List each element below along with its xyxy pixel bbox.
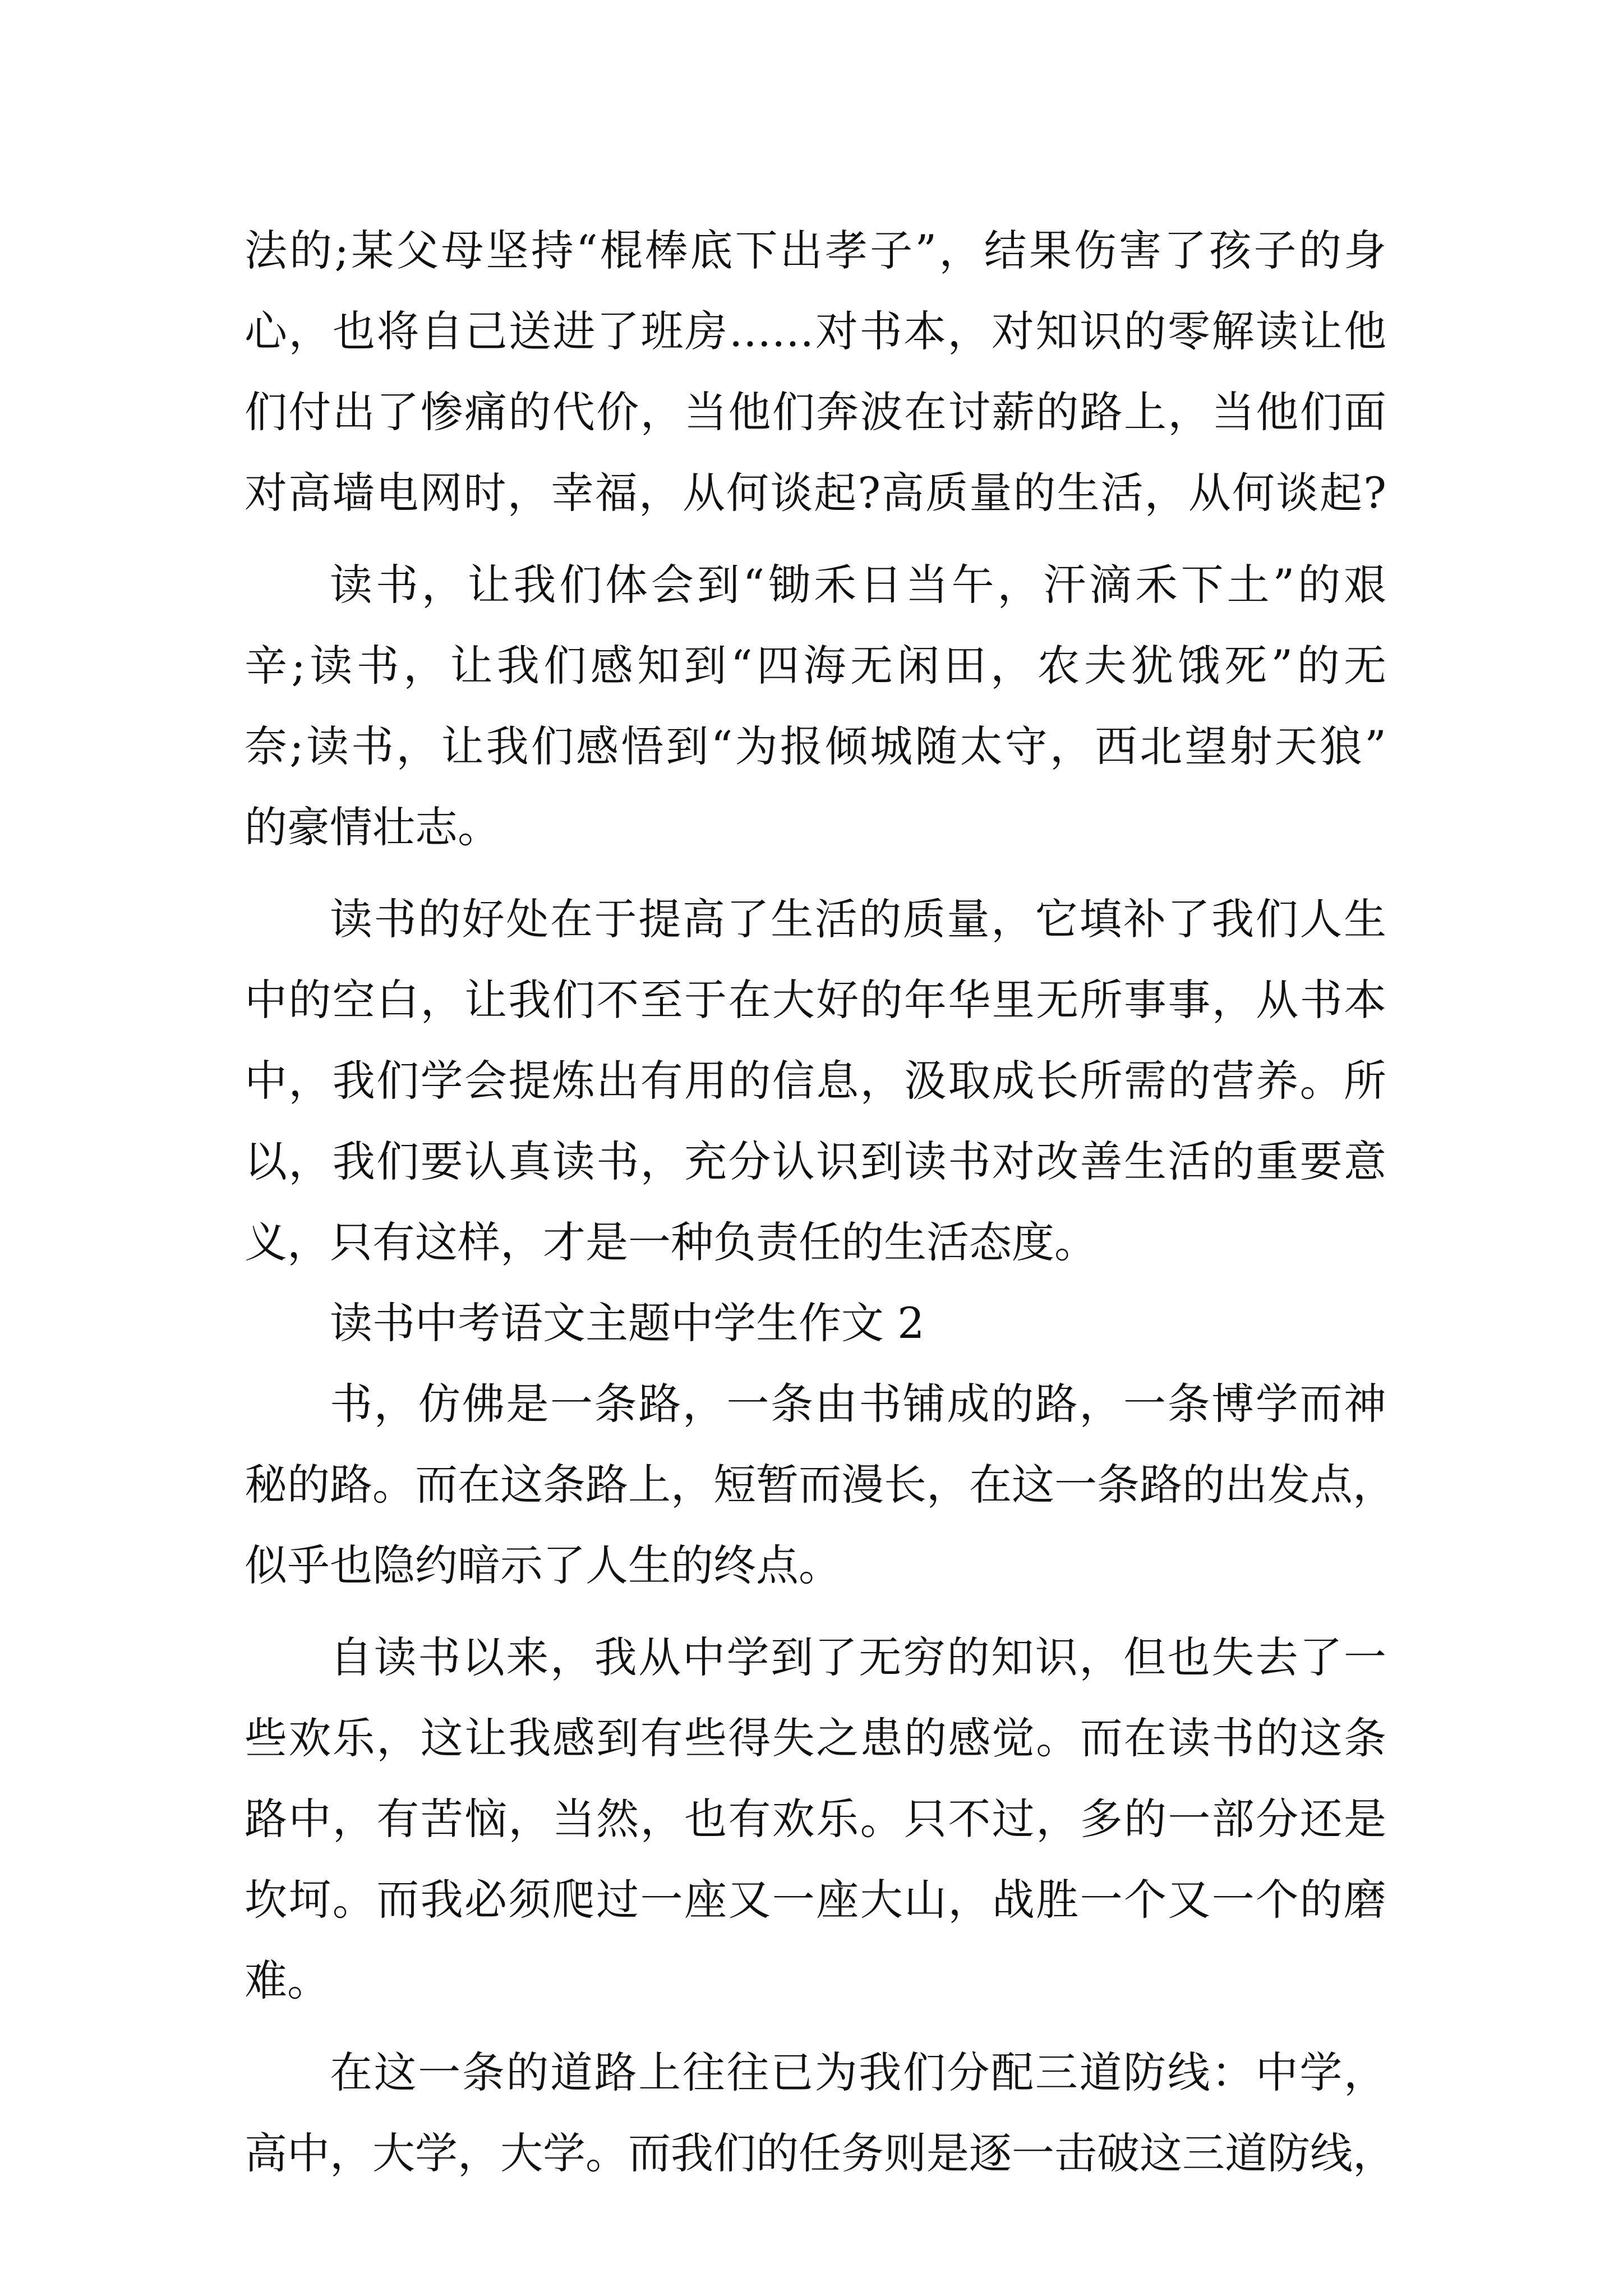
paragraph-start-line: 读书的好处在于提高了生活的质量，它填补了我们人生 (330, 894, 1386, 944)
text-line: 对高墙电网时，幸福，从何谈起?高质量的生活，从何谈起? (245, 468, 1386, 518)
paragraph-start-line: 读书，让我们体会到“锄禾日当午，汗滴禾下土”的艰 (330, 560, 1386, 610)
text-line: 义，只有这样，才是一种负责任的生活态度。 (245, 1217, 1097, 1267)
text-line: 难。 (245, 1955, 330, 2005)
text-line: 坎坷。而我必须爬过一座又一座大山，战胜一个又一个的磨 (245, 1875, 1386, 1925)
paragraph-start-line: 自读书以来，我从中学到了无穷的知识，但也失去了一 (330, 1632, 1386, 1682)
paragraph-start-line: 在这一条的道路上往往已为我们分配三道防线：中学， (330, 2047, 1386, 2097)
text-line: 秘的路。而在这条路上，短暂而漫长，在这一条路的出发点， (245, 1460, 1395, 1510)
text-line: 的豪情壮志。 (245, 802, 500, 852)
text-line: 中的空白，让我们不至于在大好的年华里无所事事，从书本 (245, 975, 1386, 1025)
text-line: 似乎也隐约暗示了人生的终点。 (245, 1540, 841, 1590)
essay-heading: 读书中考语文主题中学生作文 2 (330, 1298, 925, 1348)
text-line: 心，也将自己送进了班房……对书本，对知识的零解读让他 (245, 306, 1386, 356)
text-line: 以，我们要认真读书，充分认识到读书对改善生活的重要意 (245, 1137, 1386, 1186)
text-line: 路中，有苦恼，当然，也有欢乐。只不过，多的一部分还是 (245, 1794, 1386, 1844)
text-line: 中，我们学会提炼出有用的信息，汲取成长所需的营养。所 (245, 1056, 1386, 1106)
text-line: 奈;读书，让我们感悟到“为报倾城随太守，西北望射天狼” (245, 721, 1386, 771)
text-line: 辛;读书，让我们感知到“四海无闲田，农夫犹饿死”的无 (245, 641, 1386, 691)
paragraph-start-line: 书，仿佛是一条路，一条由书铺成的路，一条博学而神 (330, 1379, 1386, 1429)
body-text (245, 210, 1395, 2194)
text-line: 高中，大学，大学。而我们的任务则是逐一击破这三道防线， (245, 2128, 1395, 2178)
text-line: 些欢乐，这让我感到有些得失之患的感觉。而在读书的这条 (245, 1713, 1386, 1763)
text-line: 法的;某父母坚持“棍棒底下出孝子”，结果伤害了孩子的身 (245, 226, 1386, 275)
text-line: 们付出了惨痛的代价，当他们奔波在讨薪的路上，当他们面 (245, 387, 1386, 437)
